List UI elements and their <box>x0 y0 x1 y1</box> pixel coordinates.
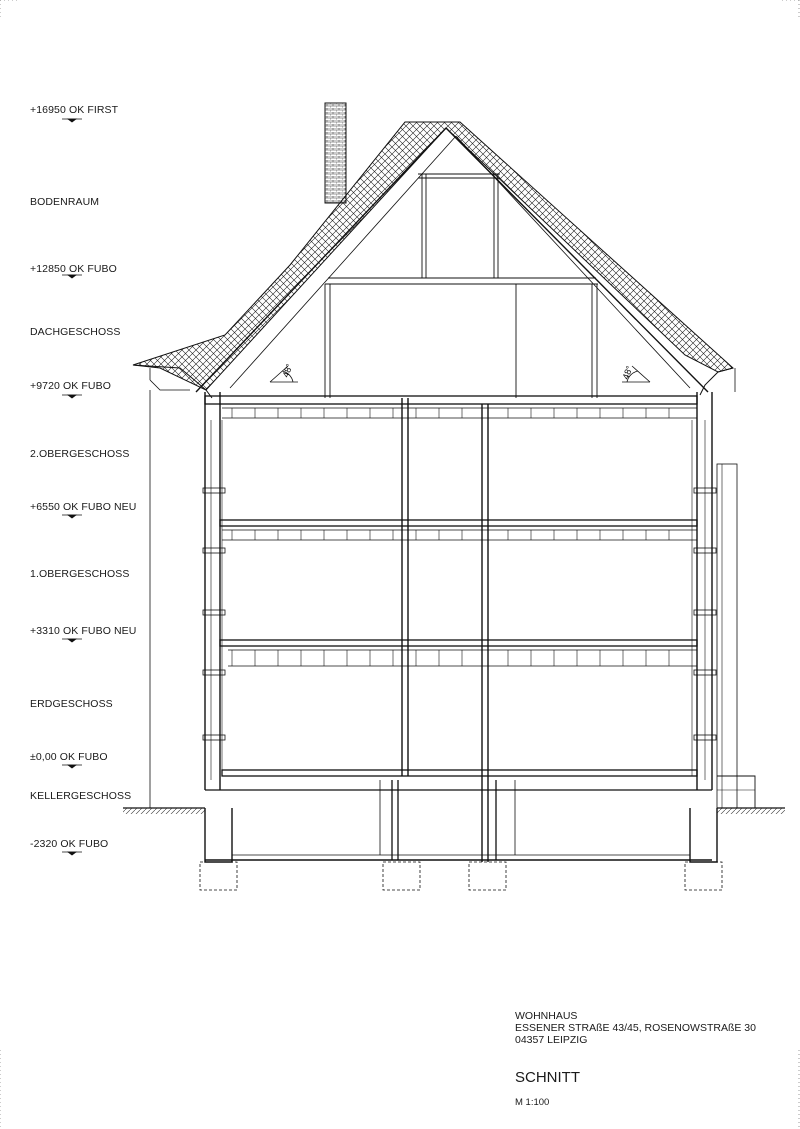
title-scale: M 1:100 <box>515 1097 550 1108</box>
roof-angle-marks <box>270 366 650 382</box>
basement <box>200 780 722 890</box>
title-address: ESSENER STRAßE 43/45, ROSENOWSTRAßE 30 <box>515 1022 756 1034</box>
roof-angle-left: 48° <box>280 362 295 379</box>
title-building: WOHNHAUS <box>515 1010 578 1022</box>
level-og2-fubo: +9720 OK FUBO <box>30 380 111 392</box>
chimney <box>325 103 346 203</box>
exterior-walls <box>150 390 755 808</box>
title-city: 04357 LEIPZIG <box>515 1034 588 1046</box>
title-drawing: SCHNITT <box>515 1069 580 1086</box>
ground-line <box>123 808 785 814</box>
roof <box>133 122 735 398</box>
level-og1-fubo: +6550 OK FUBO NEU <box>30 501 137 513</box>
level-keller-fubo: -2320 OK FUBO <box>30 838 109 850</box>
level-null: ±0,00 OK FUBO <box>30 751 108 763</box>
level-eg: ERDGESCHOSS <box>30 698 113 710</box>
level-dg-fubo: +12850 OK FUBO <box>30 263 117 275</box>
level-keller: KELLERGESCHOSS <box>30 790 132 802</box>
level-og1: 1.OBERGESCHOSS <box>30 568 130 580</box>
level-markers <box>62 119 82 855</box>
interior-walls <box>222 398 692 862</box>
level-og2: 2.OBERGESCHOSS <box>30 448 130 460</box>
level-eg-fubo: +3310 OK FUBO NEU <box>30 625 137 637</box>
level-dachgeschoss: DACHGESCHOSS <box>30 326 121 338</box>
joist-ticks <box>232 408 669 666</box>
level-bodenraum: BODENRAUM <box>30 196 100 208</box>
level-first: +16950 OK FIRST <box>30 104 119 116</box>
roof-angle-right: 48° <box>620 364 635 381</box>
